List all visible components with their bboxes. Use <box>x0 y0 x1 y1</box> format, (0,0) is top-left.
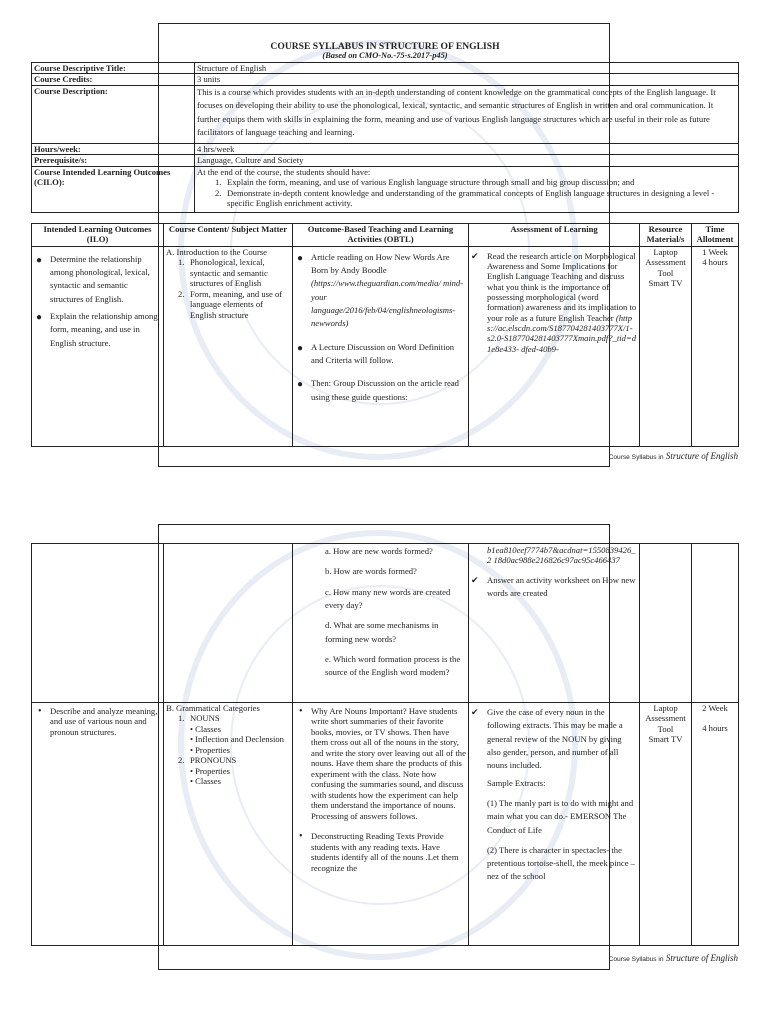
cilo-row <box>32 166 739 212</box>
info-row <box>32 74 739 85</box>
obtl-list <box>295 706 466 873</box>
document-subtitle: (Based on CMO-No.-75-s.2017-p45) <box>322 51 448 60</box>
sample-extract: (1) The manly part is to do with might and main what you can do.- EMERSON The Conduct of Life <box>487 797 634 835</box>
research-article-url-continued[interactable]: b1ea810eef7774b7&acdnat=1550839426_2 18d0ac988e216826c97ac95c466437 <box>487 545 636 566</box>
footer-prefix: Course Syllabus in <box>608 956 664 963</box>
assessment-cell <box>469 703 640 946</box>
guide-question: c. How many new words are created every day? <box>325 586 451 610</box>
column-header-time: Time Allotment <box>692 224 739 247</box>
sub-item: • Classes <box>190 776 221 787</box>
column-header-assessment: Assessment of Learning <box>469 224 640 247</box>
time-weeks: 1 Week <box>702 246 728 257</box>
content-item <box>176 257 290 288</box>
resource-item: Smart TV <box>648 734 683 745</box>
content-heading: B. Grammatical Categories <box>166 703 260 713</box>
assessment-list <box>471 706 637 773</box>
ilo-list <box>34 706 161 737</box>
resources-cell <box>640 544 692 703</box>
content-heading: A. Introduction to the Course <box>166 246 267 257</box>
ilo-item: ● Determine the relationship among phonological, lexical, syntactic and semantic structures of English. <box>34 253 161 306</box>
page-footer-1 <box>609 451 738 462</box>
time-hours: 4 hours <box>702 257 728 268</box>
sub-item: • Classes <box>190 723 221 734</box>
time-cell <box>692 703 739 946</box>
guide-question: e. Which word formation process is the source of the English word modem? <box>325 653 461 678</box>
content-item <box>176 755 290 786</box>
content-item-number: 2. <box>178 755 185 766</box>
assessment-list <box>471 251 637 354</box>
content-item-text: PRONOUNS <box>190 755 237 766</box>
content-item-number: 2. <box>178 288 185 299</box>
obtl-item: ● A Lecture Discussion on Word Definition and Criteria will follow. <box>295 341 466 368</box>
research-article-url[interactable]: (https://ac.elscdn.com/S187704281403777X/1- s2.0-S187704281403777Xmain.pdf?_tid=d1e8e433- dfed-40b9- <box>487 312 637 354</box>
syllabus-table-page-2 <box>31 543 739 946</box>
cilo-list <box>197 177 736 208</box>
info-row <box>32 155 739 166</box>
footer-subject: Structure of English <box>665 451 738 461</box>
assessment-item: ✔ Give the case of every noun in the following extracts. This may be made a general review of the NOUN by giving also gender, person, and number of all nouns included. <box>471 706 637 773</box>
info-label: Course Description: <box>32 85 195 143</box>
content-list <box>166 713 290 786</box>
guide-question: d. What are some mechanisms in forming new words? <box>325 620 439 644</box>
course-info-table <box>31 62 739 213</box>
column-header-ilo: Intended Learning Outcomes (ILO) <box>32 224 164 247</box>
resource-item: Assessment Tool <box>645 257 686 278</box>
info-row <box>32 143 739 154</box>
content-cell <box>164 246 293 446</box>
cilo-item-number: 1. <box>215 177 222 188</box>
info-value: Structure of English <box>195 63 739 74</box>
column-header-resources: Resource Material/s <box>640 224 692 247</box>
info-row <box>32 85 739 143</box>
column-header-obtl: Outcome-Based Teaching and Learning Activities (OBTL) <box>293 224 469 247</box>
footer-subject: Structure of English <box>665 953 738 963</box>
table-row <box>32 246 739 446</box>
info-label: Course Descriptive Title: <box>32 63 195 74</box>
resource-item: Laptop <box>653 246 678 257</box>
cilo-label: Course Intended Learning Outcomes (CILO): <box>32 166 195 212</box>
column-header-content: Course Content/ Subject Matter <box>164 224 293 247</box>
document-title: COURSE SYLLABUS IN STRUCTURE OF ENGLISH <box>270 41 500 52</box>
sub-item: • Properties <box>190 765 231 776</box>
time-cell <box>692 544 739 703</box>
cilo-intro: At the end of the course, the students should have: <box>197 166 371 177</box>
info-value: Language, Culture and Society <box>195 155 739 166</box>
obtl-list <box>295 251 466 404</box>
assessment-text: Read the research article on Morphological Awareness and Some Implications for English Language Teaching and discuss what you think is the importance of possessing morphological (word formation) awareness and its implication to your role as a future English Teacher <box>487 250 637 323</box>
content-cell <box>164 703 293 946</box>
assessment-item <box>471 251 637 354</box>
resource-item: Smart TV <box>648 278 683 289</box>
obtl-item-text: Article reading on How New Words Are Born by Andy Boodle <box>311 251 450 276</box>
ilo-item: ● Explain the relationship among form, meaning, and use in English structure. <box>34 310 161 350</box>
sample-extract: (2) There is character in spectacles- the pretentious tortoise-shell, the meek pince – nez of the school <box>487 844 635 882</box>
article-url[interactable]: (https://www.theguardian.com/media/ mind-your language/2016/feb/04/englishneologisms-newwords) <box>311 278 464 329</box>
cilo-item-number: 2. <box>215 187 222 198</box>
info-row <box>32 63 739 74</box>
assessment-cell <box>469 246 640 446</box>
content-item-number: 1. <box>178 257 185 268</box>
obtl-item: • Deconstructing Reading Texts Provide students with any reading texts. Have students identify all of the nouns .Let them recognize the <box>295 831 466 873</box>
time-cell <box>692 246 739 446</box>
content-item <box>176 713 290 755</box>
table-row <box>32 703 739 946</box>
course-description: This is a course which provides students with an in-depth understanding of content knowledge on the grammatical concepts of the English language. It focuses on developing their ability to use the phonological, lexical, syntactic, and semantic structures of English in written and oral communication. It further equips them with skills in explaining the form, meaning and use of various English language structures which are useful in their role as future facilitators of language teaching and learning. <box>195 85 739 143</box>
page-footer-2 <box>609 953 738 964</box>
sub-item: • Inflection and Declension <box>190 734 284 745</box>
obtl-cell <box>293 544 469 703</box>
info-label: Prerequisite/s: <box>32 155 195 166</box>
info-value: 3 units <box>195 74 739 85</box>
time-hours: 4 hours <box>702 723 728 734</box>
sub-item: • Properties <box>190 744 231 755</box>
content-item-text: NOUNS <box>190 713 220 724</box>
obtl-cell <box>293 703 469 946</box>
info-value: 4 hrs/week <box>195 143 739 154</box>
guide-question: b. How are words formed? <box>325 566 417 577</box>
content-item <box>176 289 290 320</box>
assessment-item: ✔ Answer an activity worksheet on How new words are created <box>471 574 637 601</box>
time-weeks: 2 Week <box>702 703 728 713</box>
resources-cell <box>640 246 692 446</box>
obtl-item: ● Then: Group Discussion on the article read using these guide questions: <box>295 377 466 404</box>
resources-cell <box>640 703 692 946</box>
content-cell <box>164 544 293 703</box>
ilo-item: • Describe and analyze meaning, and use of various noun and pronoun structures. <box>34 706 161 737</box>
assessment-cell <box>469 544 640 703</box>
footer-prefix: Course Syllabus in <box>608 454 664 461</box>
obtl-item: • Why Are Nouns Important? Have students write short summaries of their favorite books, movies, or TV shows. Then have them cross out all of the nouns in the story, and write the story over leaving out all of the nouns. Have them share the products of this experiment with the class. Note how confusing the summaries sound, and discuss with students how the experiment can help them understand the importance of nouns. Processing of answers follows. <box>295 706 466 821</box>
cilo-item <box>213 188 736 209</box>
ilo-cell <box>32 544 164 703</box>
content-item-text: Phonological, lexical, syntactic and semantic structures of English <box>190 257 268 289</box>
assessment-list <box>471 574 637 601</box>
obtl-item <box>295 251 466 331</box>
info-label: Course Credits: <box>32 74 195 85</box>
content-item-number: 1. <box>178 713 185 724</box>
resource-item: Laptop <box>653 703 678 713</box>
cilo-item-text: Explain the form, meaning, and use of various English language structure through small and big group discussion; and <box>227 177 635 188</box>
resource-item: Assessment Tool <box>645 713 686 734</box>
content-item-text: Form, meaning, and use of language elements of English structure <box>190 288 283 320</box>
ilo-cell <box>32 703 164 946</box>
content-list <box>166 257 290 320</box>
cilo-item-text: Demonstrate in-depth content knowledge and understanding of the grammatical concepts of English language structures in designing a level - specific English enrichment activity. <box>227 187 715 209</box>
guide-question: a. How are new words formed? <box>325 546 433 556</box>
table-row <box>32 544 739 703</box>
cilo-content <box>195 166 739 212</box>
ilo-list <box>34 253 161 350</box>
obtl-cell <box>293 246 469 446</box>
ilo-cell <box>32 246 164 446</box>
table-header-row <box>32 224 739 247</box>
info-label: Hours/week: <box>32 143 195 154</box>
cilo-item <box>213 177 736 187</box>
assessment-note: Sample Extracts: <box>487 777 546 788</box>
syllabus-table-page-1 <box>31 223 739 447</box>
